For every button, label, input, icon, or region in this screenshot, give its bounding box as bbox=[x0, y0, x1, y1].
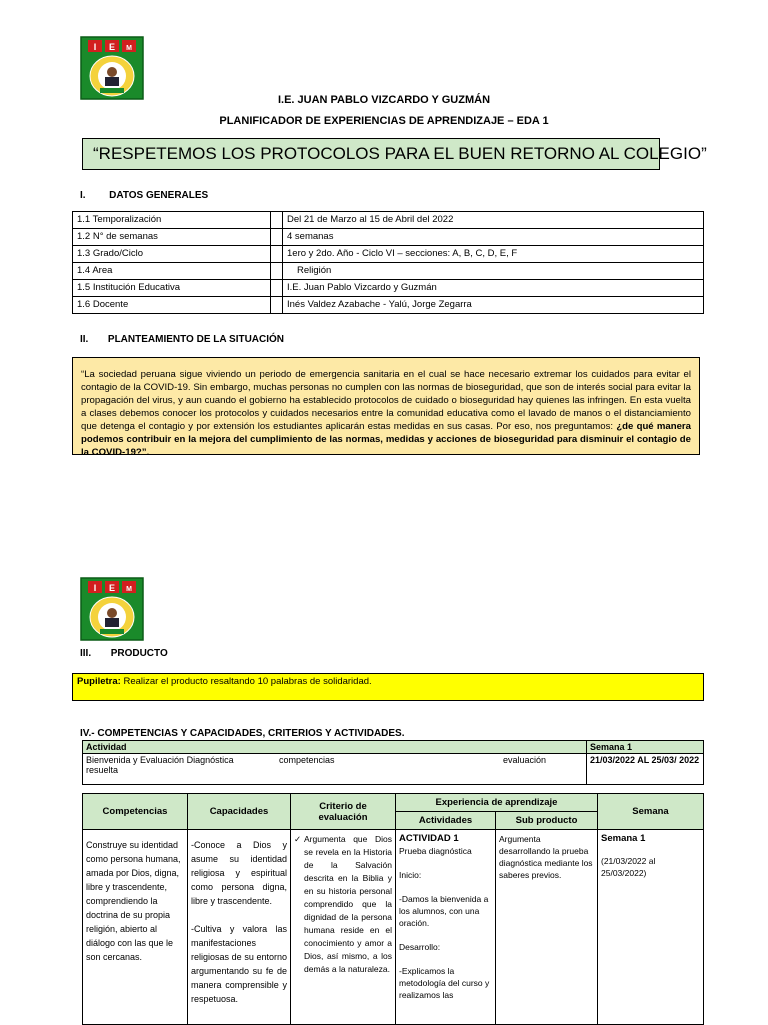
activity-header: Actividad bbox=[83, 741, 587, 754]
svg-text:M: M bbox=[126, 586, 132, 593]
table-row bbox=[83, 741, 704, 754]
table-row bbox=[83, 754, 704, 785]
week-dates: 21/03/2022 AL 25/03/ 2022 bbox=[587, 754, 704, 785]
semana-dates: (21/03/2022 al 25/03/2022) bbox=[601, 856, 656, 878]
section-2-title: PLANTEAMIENTO DE LA SITUACIÓN bbox=[107, 334, 285, 345]
situation-box bbox=[72, 357, 700, 458]
svg-text:E: E bbox=[108, 583, 116, 593]
section-4-heading: IV.- COMPETENCIAS Y CAPACIDADES, CRITERIOS Y ACTIVIDADES. bbox=[80, 728, 405, 739]
section-3-heading bbox=[80, 648, 168, 659]
table-row: 1.6 Docente Inés Valdez Azabache - Yalú, Jorge Zegarra bbox=[73, 297, 704, 314]
table-row: 1.3 Grado/Ciclo 1ero y 2do. Año - Ciclo VI – secciones: A, B, C, D, E, F bbox=[73, 246, 704, 263]
section-1-heading bbox=[80, 190, 208, 201]
capacidad-2: -Cultiva y valora las manifestaciones religiosas de su entorno argumentando su fe de manera comprensible y respetuosa. bbox=[191, 924, 287, 1004]
header-competencias: Competencias bbox=[83, 794, 188, 830]
activity-text-2: competencias bbox=[279, 755, 335, 765]
school-name: I.E. JUAN PABLO VIZCARDO Y GUZMÁN bbox=[277, 94, 491, 106]
planner-title: PLANIFICADOR DE EXPERIENCIAS DE APRENDIZAJE – EDA 1 bbox=[219, 115, 549, 127]
section-3-number: III. bbox=[80, 648, 92, 659]
activity-table bbox=[82, 740, 704, 785]
title-banner: “RESPETEMOS LOS PROTOCOLOS PARA EL BUEN RETORNO AL COLEGIO” bbox=[82, 138, 660, 170]
section-2-number: II. bbox=[80, 334, 89, 345]
table-row: 1.5 Institución Educativa I.E. Juan Pablo Vizcardo y Guzmán bbox=[73, 280, 704, 297]
svg-text:M: M bbox=[126, 45, 132, 52]
semana-title: Semana 1 bbox=[601, 833, 646, 844]
svg-text:I: I bbox=[93, 583, 97, 593]
section-1-number: I. bbox=[80, 190, 86, 201]
table-row: 1.2 N° de semanas 4 semanas bbox=[73, 229, 704, 246]
situation-question: ¿de qué manera podemos contribuir en la mejora del cumplimiento de las normas, medidas y acciones de bioseguridad para disminuir el contagio de la COVID-19?”. bbox=[81, 421, 691, 458]
activity-cell bbox=[83, 754, 587, 785]
header-actividades: Actividades bbox=[396, 812, 496, 830]
criterio-cell bbox=[291, 830, 396, 1025]
subproducto-cell: Argumenta desarrollando la prueba diagnóstica mediante los saberes previos. bbox=[496, 830, 598, 1025]
situation-text: “La sociedad peruana sigue viviendo un periodo de emergencia sanitaria en el cual se hace necesario extremar los cuidados para evitar el contagio de la COVID-19. Sin embargo, muchas personas no cumplen con las normas de bioseguridad, que son de interés social para evitar la propagación del virus, y aun cuando el gobierno ha establecido protocolos de cuidado o bioseguridad hay quienes las infringen. En esta vuelta a clases debemos conocer los protocolos y cuidados necesarios entre la comunidad educativa como el lavado de manos o el distanciamiento que detenga el contagio y por extensión los estudiantes aplicarán estas medidas en sus casas. Por eso, nos preguntamos: bbox=[81, 369, 691, 432]
table-row: 1.4 Area Religión bbox=[73, 263, 704, 280]
header-criterio: Criterio de evaluación bbox=[291, 794, 396, 830]
section-2-heading bbox=[80, 334, 284, 345]
section-1-title: DATOS GENERALES bbox=[109, 190, 209, 201]
activity-text-1: Bienvenida y Evaluación Diagnóstica bbox=[86, 755, 234, 765]
check-icon: ✓ bbox=[294, 834, 302, 844]
product-box bbox=[72, 673, 704, 701]
table-row: 1.1 Temporalización Del 21 de Marzo al 15 de Abril del 2022 bbox=[73, 212, 704, 229]
header-semana: Semana bbox=[598, 794, 704, 830]
header-experiencia: Experiencia de aprendizaje bbox=[396, 794, 598, 812]
datos-generales-table bbox=[72, 211, 704, 314]
semana-cell bbox=[598, 830, 704, 1025]
activity-inicio: Inicio: bbox=[399, 870, 422, 880]
table-row bbox=[83, 830, 704, 1025]
school-logo bbox=[80, 36, 144, 100]
activity-inicio-text: -Damos la bienvenida a los alumnos, con una oración. bbox=[399, 894, 489, 928]
competencia-cell: Construye su identidad como persona humana, amada por Dios, digna, libre y trascendente, comprendiendo la doctrina de su propia religión, abierto al diálogo con las que le son cercanas. bbox=[83, 830, 188, 1025]
capacidad-1: -Conoce a Dios y asume su identidad religiosa y espiritual como persona digna, libre y trascendente. bbox=[191, 840, 287, 906]
week-header: Semana 1 bbox=[587, 741, 704, 754]
svg-text:I: I bbox=[93, 42, 97, 52]
activity-subtitle: Prueba diagnóstica bbox=[399, 846, 472, 856]
activity-text-4: resuelta bbox=[86, 765, 119, 775]
activity-desarrollo: Desarrollo: bbox=[399, 942, 441, 952]
activity-title: ACTIVIDAD 1 bbox=[399, 833, 459, 844]
product-label: Pupiletra: bbox=[77, 676, 121, 687]
criterio-text: Argumenta que Dios se revela en la Historia de la Salvación descrita en la Biblia y en su historia personal comprendido que la dignidad de la persona humana reside en el conocimiento y amor a Dios, así mismo, a los demás a la naturaleza. bbox=[304, 834, 392, 974]
section-3-title: PRODUCTO bbox=[110, 648, 168, 659]
svg-text:E: E bbox=[108, 42, 116, 52]
activity-text-3: evaluación bbox=[503, 755, 547, 765]
school-logo bbox=[80, 577, 144, 641]
actividades-cell bbox=[396, 830, 496, 1025]
competencias-table bbox=[82, 793, 704, 1025]
activity-desarrollo-text: -Explicamos la metodología del curso y realizamos las bbox=[399, 966, 490, 1000]
header-subproducto: Sub producto bbox=[496, 812, 598, 830]
table-row bbox=[83, 794, 704, 812]
product-text: Realizar el producto resaltando 10 palabras de solidaridad. bbox=[120, 676, 372, 687]
header-capacidades: Capacidades bbox=[188, 794, 291, 830]
capacidades-cell bbox=[188, 830, 291, 1025]
